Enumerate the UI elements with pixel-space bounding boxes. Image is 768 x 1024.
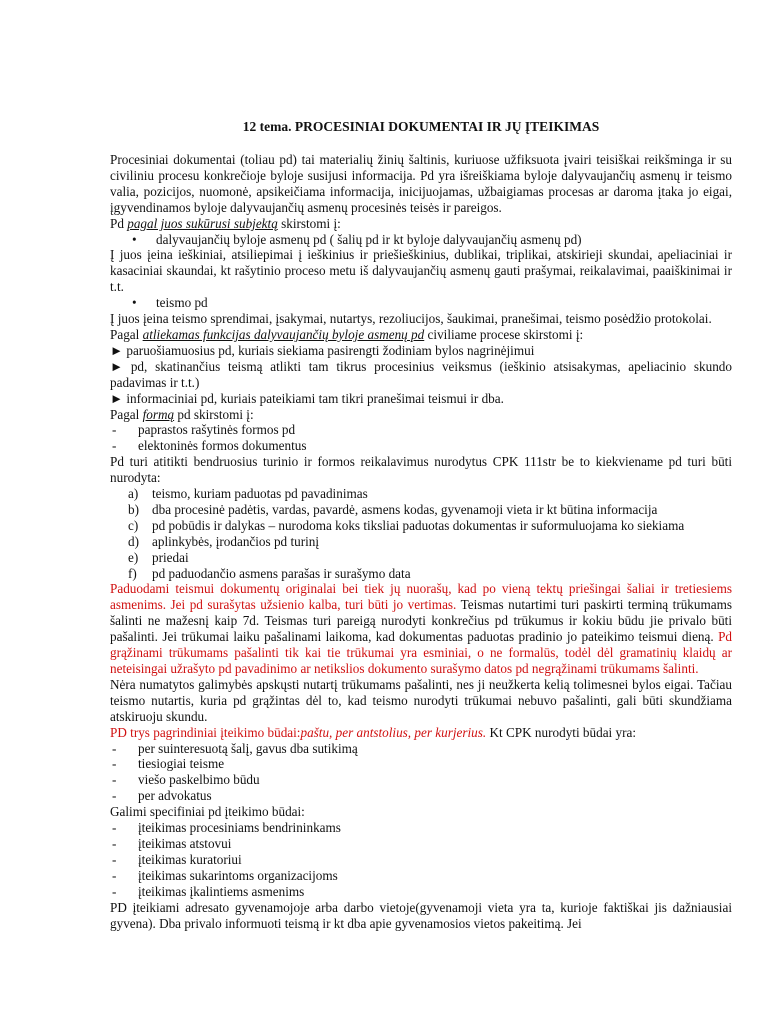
list-marker: b) [128, 501, 139, 517]
lettered-item [110, 534, 732, 550]
list-marker: c) [128, 517, 139, 533]
paragraph: Galimi specifiniai pd įteikimo būdai: [110, 804, 305, 820]
paragraph [110, 327, 732, 343]
dash-item: - per suinteresuotą šalį, gavus dba sutikimą [110, 741, 732, 757]
emphasis-text: atliekamas funkcijas dalyvaujančių byloje asmenų pd [142, 326, 425, 342]
text-run: Kt CPK nurodyti būdai yra: [486, 724, 637, 740]
highlighted-text: Pd grąžinami trūkumams pašalinti tik kai tie trūkumai yra esminiai, o ne formalūs, todėl dėl gramatinių klaidų ar neteisingai užrašyto pd pavadinimo ar netikslios dokumento surašymo datos pd negrąžinami trūkumams šalinti. [110, 629, 732, 676]
text-run: Pagal [110, 406, 143, 422]
lettered-item [110, 486, 732, 502]
text-run: Pagal [110, 326, 143, 342]
list-text: pd pobūdis ir dalykas – nurodoma koks tiksliai paduotas dokumentas ir suformuluojama ko siekiama [152, 517, 685, 533]
dash-item: - tiesiogiai teisme [110, 756, 732, 772]
list-marker: f) [128, 565, 137, 581]
lettered-item [110, 550, 732, 566]
list-text: priedai [152, 549, 189, 565]
text-run: Teismas nutartimi turi paskirti terminą trūkumams šalinti ne mažesnį kaip 7d. Teismas turi pareigą nurodyti konkrečius pd trūkumus ir kokiu būdu jie privalo būti pašalinti. Jei trūkumai laiku pašalinami laikoma, kad dokumentas paduotas pradinio jo pateikimo teismui dieną. [110, 597, 732, 645]
paragraph [110, 725, 732, 741]
text-run: skirstomi į: [277, 215, 341, 231]
paragraph [110, 216, 732, 232]
dash-item: - viešo paskelbimo būdu [110, 772, 732, 788]
paragraph [110, 581, 732, 676]
dash-item: - per advokatus [110, 788, 732, 804]
list-text: dba procesinė padėtis, vardas, pavardė, asmens kodas, gyvenamoji vieta ir kt būtina informacija [152, 501, 658, 517]
list-marker: e) [128, 549, 139, 565]
text-run: Pd [110, 215, 128, 231]
list-text: pd paduodančio asmens parašas ir surašymo data [152, 565, 411, 581]
paragraph: Į juos įeina teismo sprendimai, įsakymai, nutartys, rezoliucijos, šaukimai, pranešimai, teismo posėdžio protokolai. [110, 311, 712, 327]
paragraph: PD įteikiami adresato gyvenamojoje arba darbo vietoje(gyvenamoji vieta yra ta, kurioje faktiškai jis dažniausiai gyvena). Dba privalo informuoti teismą ir kt dba apie gyvenamosios vietos pakeitimą. Jei [110, 899, 732, 931]
highlighted-emphasis: paštu, per antstolius, per kurjerius. [300, 724, 487, 740]
emphasis-text: pagal juos sukūrusi subjektą [127, 215, 278, 231]
dash-item: - įteikimas procesiniams bendrininkams [110, 820, 732, 836]
text-run: civiliame procese skirstomi į: [424, 326, 584, 342]
dash-item: - įteikimas atstovui [110, 836, 732, 852]
paragraph: Nėra numatytos galimybės apskųsti nutartį trūkumams pašalinti, nes ji neužkerta kelią tolimesnei bylos eigai. Tačiau teismo nutartis, kuria pd grąžintas dėl to, kad teismo nurodyti trūkumai nebuvo pašalinti, gali būti skundžiama atskiruoju skundu. [110, 676, 732, 724]
list-marker: d) [128, 533, 139, 549]
dash-item: - paprastos rašytinės formos pd [110, 422, 732, 438]
arrow-item: ► informaciniai pd, kuriais pateikiami tam tikri pranešimai teismui ir dba. [110, 390, 504, 406]
list-text: teismo, kuriam paduotas pd pavadinimas [152, 486, 368, 502]
paragraph: Į juos įeina ieškiniai, atsiliepimai į ieškinius ir priešieškinius, dublikai, triplikai, atskirieji skundai, apeliaciniai ir kasaciniai skaundai, kt rašytinio proceso metu iš dalyvaujančių asmenų gauti prašymai, reikalavimai, paaiškinimai ir t.t. [110, 247, 732, 295]
highlighted-text: PD trys pagrindiniai įteikimo būdai: [110, 724, 301, 740]
paragraph: Procesiniai dokumentai (toliau pd) tai materialių žinių šaltinis, kuriuose užfiksuota įvairi teisiškai reikšminga ir su civiliniu procesu konkrečioje byloje susijusi informacija. Pd yra išreiškiama byloje dalyvaujančių asmenų ir teismo valia, pozicijos, nuomonė, apsikeičiama informacija, inicijuojamas, užbaigiamas procesas ar daroma įtaka jo eigai, įgyvendinamos byloje dalyvaujančių asmenų procesinės teisės ir pareigos. [110, 152, 732, 215]
arrow-item: ► pd, skatinančius teismą atlikti tam tikrus procesinius veiksmus (ieškinio atsisakymas, apeliacinio skundo padavimas ir t.t.) [110, 358, 732, 390]
bullet-item: • dalyvaujančių byloje asmenų pd ( šalių pd ir kt byloje dalyvaujančių asmenų pd) [110, 232, 732, 248]
dash-item: - įteikimas įkalintiems asmenims [110, 884, 732, 900]
list-marker: a) [128, 486, 139, 502]
arrow-item: ► paruošiamuosius pd, kuriais siekiama pasirengti žodiniam bylos nagrinėjimui [110, 342, 535, 358]
lettered-item [110, 502, 732, 518]
paragraph [110, 407, 732, 423]
document-body [110, 152, 732, 931]
dash-item: - įteikimas sukarintoms organizacijoms [110, 868, 732, 884]
bullet-item: • teismo pd [110, 295, 732, 311]
paragraph: Pd turi atitikti bendruosius turinio ir formos reikalavimus nurodytus CPK 111str be to kiekviename pd turi būti nurodyta: [110, 454, 732, 486]
text-run: pd skirstomi į: [174, 406, 254, 422]
highlighted-text: Paduodami teismui dokumentų originalai bei tiek jų nuorašų, kad po vieną tektų priešingai šaliai ir tretiesiems asmenims. Jei pd surašytas užsienio kalba, turi būti jo vertimas. [110, 581, 732, 613]
dash-item: - įteikimas kuratoriui [110, 852, 732, 868]
lettered-item [110, 518, 732, 534]
document-title: 12 tema. PROCESINIAI DOKUMENTAI IR JŲ ĮTEIKIMAS [242, 119, 600, 134]
emphasis-text: formą [142, 406, 175, 422]
dash-item: - elektoninės formos dokumentus [110, 438, 732, 454]
list-text: aplinkybės, įrodančios pd turinį [152, 533, 320, 549]
lettered-item [110, 566, 732, 582]
